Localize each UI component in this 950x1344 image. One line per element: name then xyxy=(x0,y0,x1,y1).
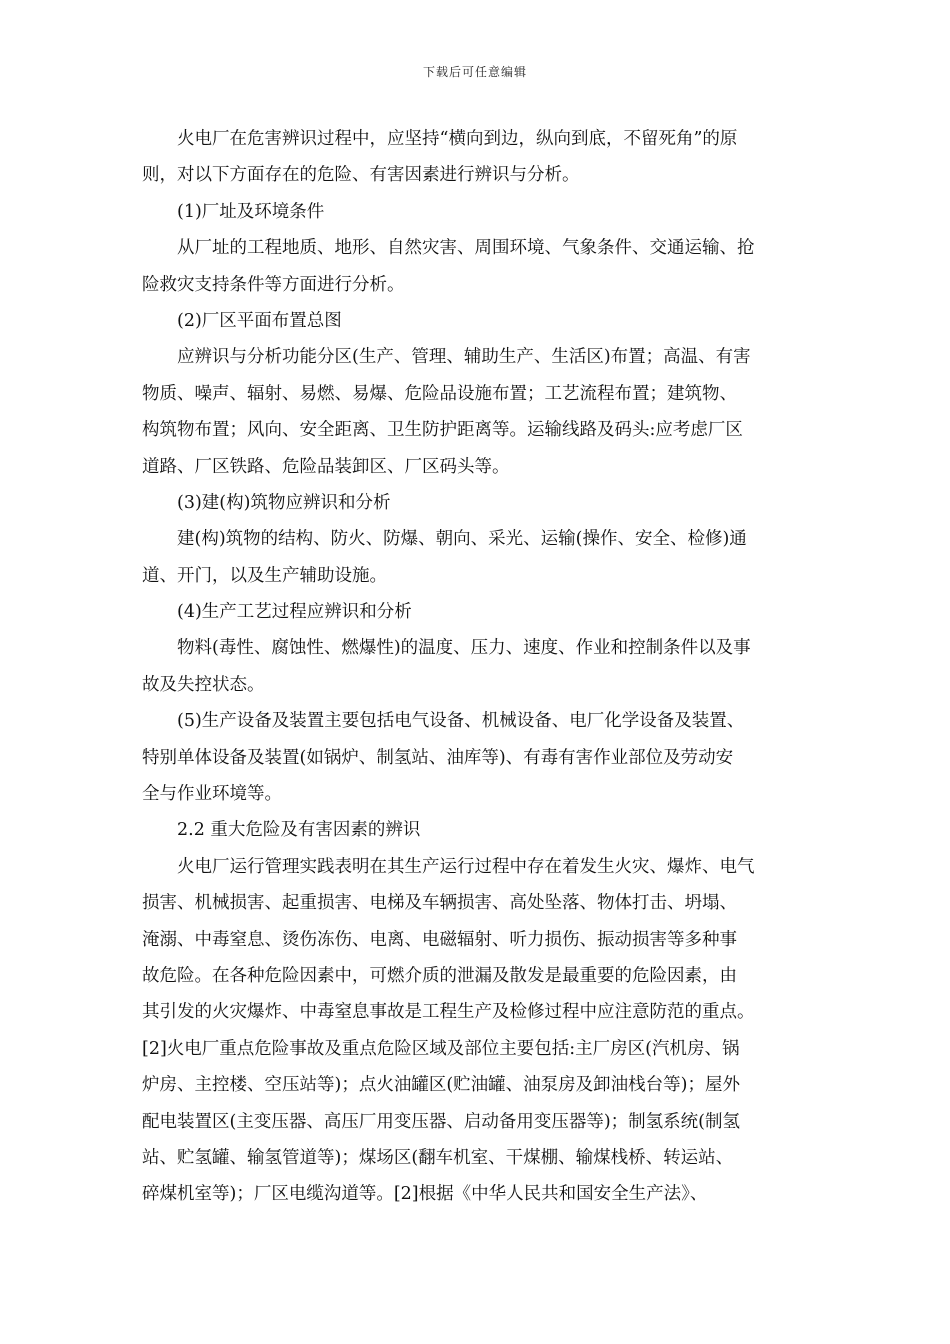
text-line: 全与作业环境等。 xyxy=(142,784,282,805)
text-line: (5)生产设备及装置主要包括电气设备、机械设备、电厂化学设备及装置、 xyxy=(177,711,745,732)
document-body xyxy=(142,121,810,1213)
text-line: 物料(毒性、腐蚀性、燃爆性)的温度、压力、速度、作业和控制条件以及事 xyxy=(177,638,751,659)
text-line: 特别单体设备及装置(如锅炉、制氢站、油库等)、有毒有害作业部位及劳动安 xyxy=(142,747,734,768)
text-line: 构筑物布置；风向、安全距离、卫生防护距离等。运输线路及码头:应考虑厂区 xyxy=(142,420,743,441)
text-line: 建(构)筑物的结构、防火、防爆、朝向、采光、运输(操作、安全、检修)通 xyxy=(177,529,747,550)
section-heading: 2.2 重大危险及有害因素的辨识 xyxy=(177,820,421,841)
text-line: 故危险。在各种危险因素中，可燃介质的泄漏及散发是最重要的危险因素，由 xyxy=(142,965,737,986)
text-line: 道、开门，以及生产辅助设施。 xyxy=(142,565,387,586)
text-line: [2]火电厂重点危险事故及重点危险区域及部位主要包括:主厂房区(汽机房、锅 xyxy=(142,1038,740,1059)
text-line: 从厂址的工程地质、地形、自然灾害、周围环境、气象条件、交通运输、抢 xyxy=(177,238,755,259)
text-line: 道路、厂区铁路、危险品装卸区、厂区码头等。 xyxy=(142,456,510,477)
text-line: 火电厂运行管理实践表明在其生产运行过程中存在着发生火灾、爆炸、电气 xyxy=(177,856,755,877)
text-line: 物质、噪声、辐射、易燃、易爆、危险品设施布置；工艺流程布置；建筑物、 xyxy=(142,383,737,404)
section-heading: (3)建(构)筑物应辨识和分析 xyxy=(177,492,391,513)
text-line: 碎煤机室等)；厂区电缆沟道等。[2]根据《中华人民共和国安全生产法》、 xyxy=(142,1184,708,1205)
text-line: 站、贮氢罐、输氢管道等)；煤场区(翻车机室、干煤棚、输煤栈桥、转运站、 xyxy=(142,1147,734,1168)
section-heading: (2)厂区平面布置总图 xyxy=(177,310,342,331)
section-heading: (1)厂址及环境条件 xyxy=(177,201,325,222)
text-line: 故及失控状态。 xyxy=(142,674,265,695)
text-line: 淹溺、中毒窒息、烫伤冻伤、电离、电磁辐射、听力损伤、振动损害等多种事 xyxy=(142,929,737,950)
body-paragraph xyxy=(142,121,810,1213)
text-line: 其引发的火灾爆炸、中毒窒息事故是工程生产及检修过程中应注意防范的重点。 xyxy=(142,1002,755,1023)
text-line: 配电装置区(主变压器、高压厂用变压器、启动备用变压器等)；制氢系统(制氢 xyxy=(142,1111,740,1132)
text-line: 炉房、主控楼、空压站等)；点火油罐区(贮油罐、油泵房及卸油栈台等)；屋外 xyxy=(142,1075,740,1096)
text-line: 险救灾支持条件等方面进行分析。 xyxy=(142,274,405,295)
section-heading: (4)生产工艺过程应辨识和分析 xyxy=(177,602,412,623)
text-line: 损害、机械损害、起重损害、电梯及车辆损害、高处坠落、物体打击、坍塌、 xyxy=(142,893,737,914)
text-line: 火电厂在危害辨识过程中，应坚持“横向到边，纵向到底，不留死角”的原 xyxy=(177,129,738,149)
text-line: 则，对以下方面存在的危险、有害因素进行辨识与分析。 xyxy=(142,165,580,186)
text-line: 应辨识与分析功能分区(生产、管理、辅助生产、生活区)布置；高温、有害 xyxy=(177,347,751,368)
page-header: 下载后可任意编辑 xyxy=(422,65,527,79)
